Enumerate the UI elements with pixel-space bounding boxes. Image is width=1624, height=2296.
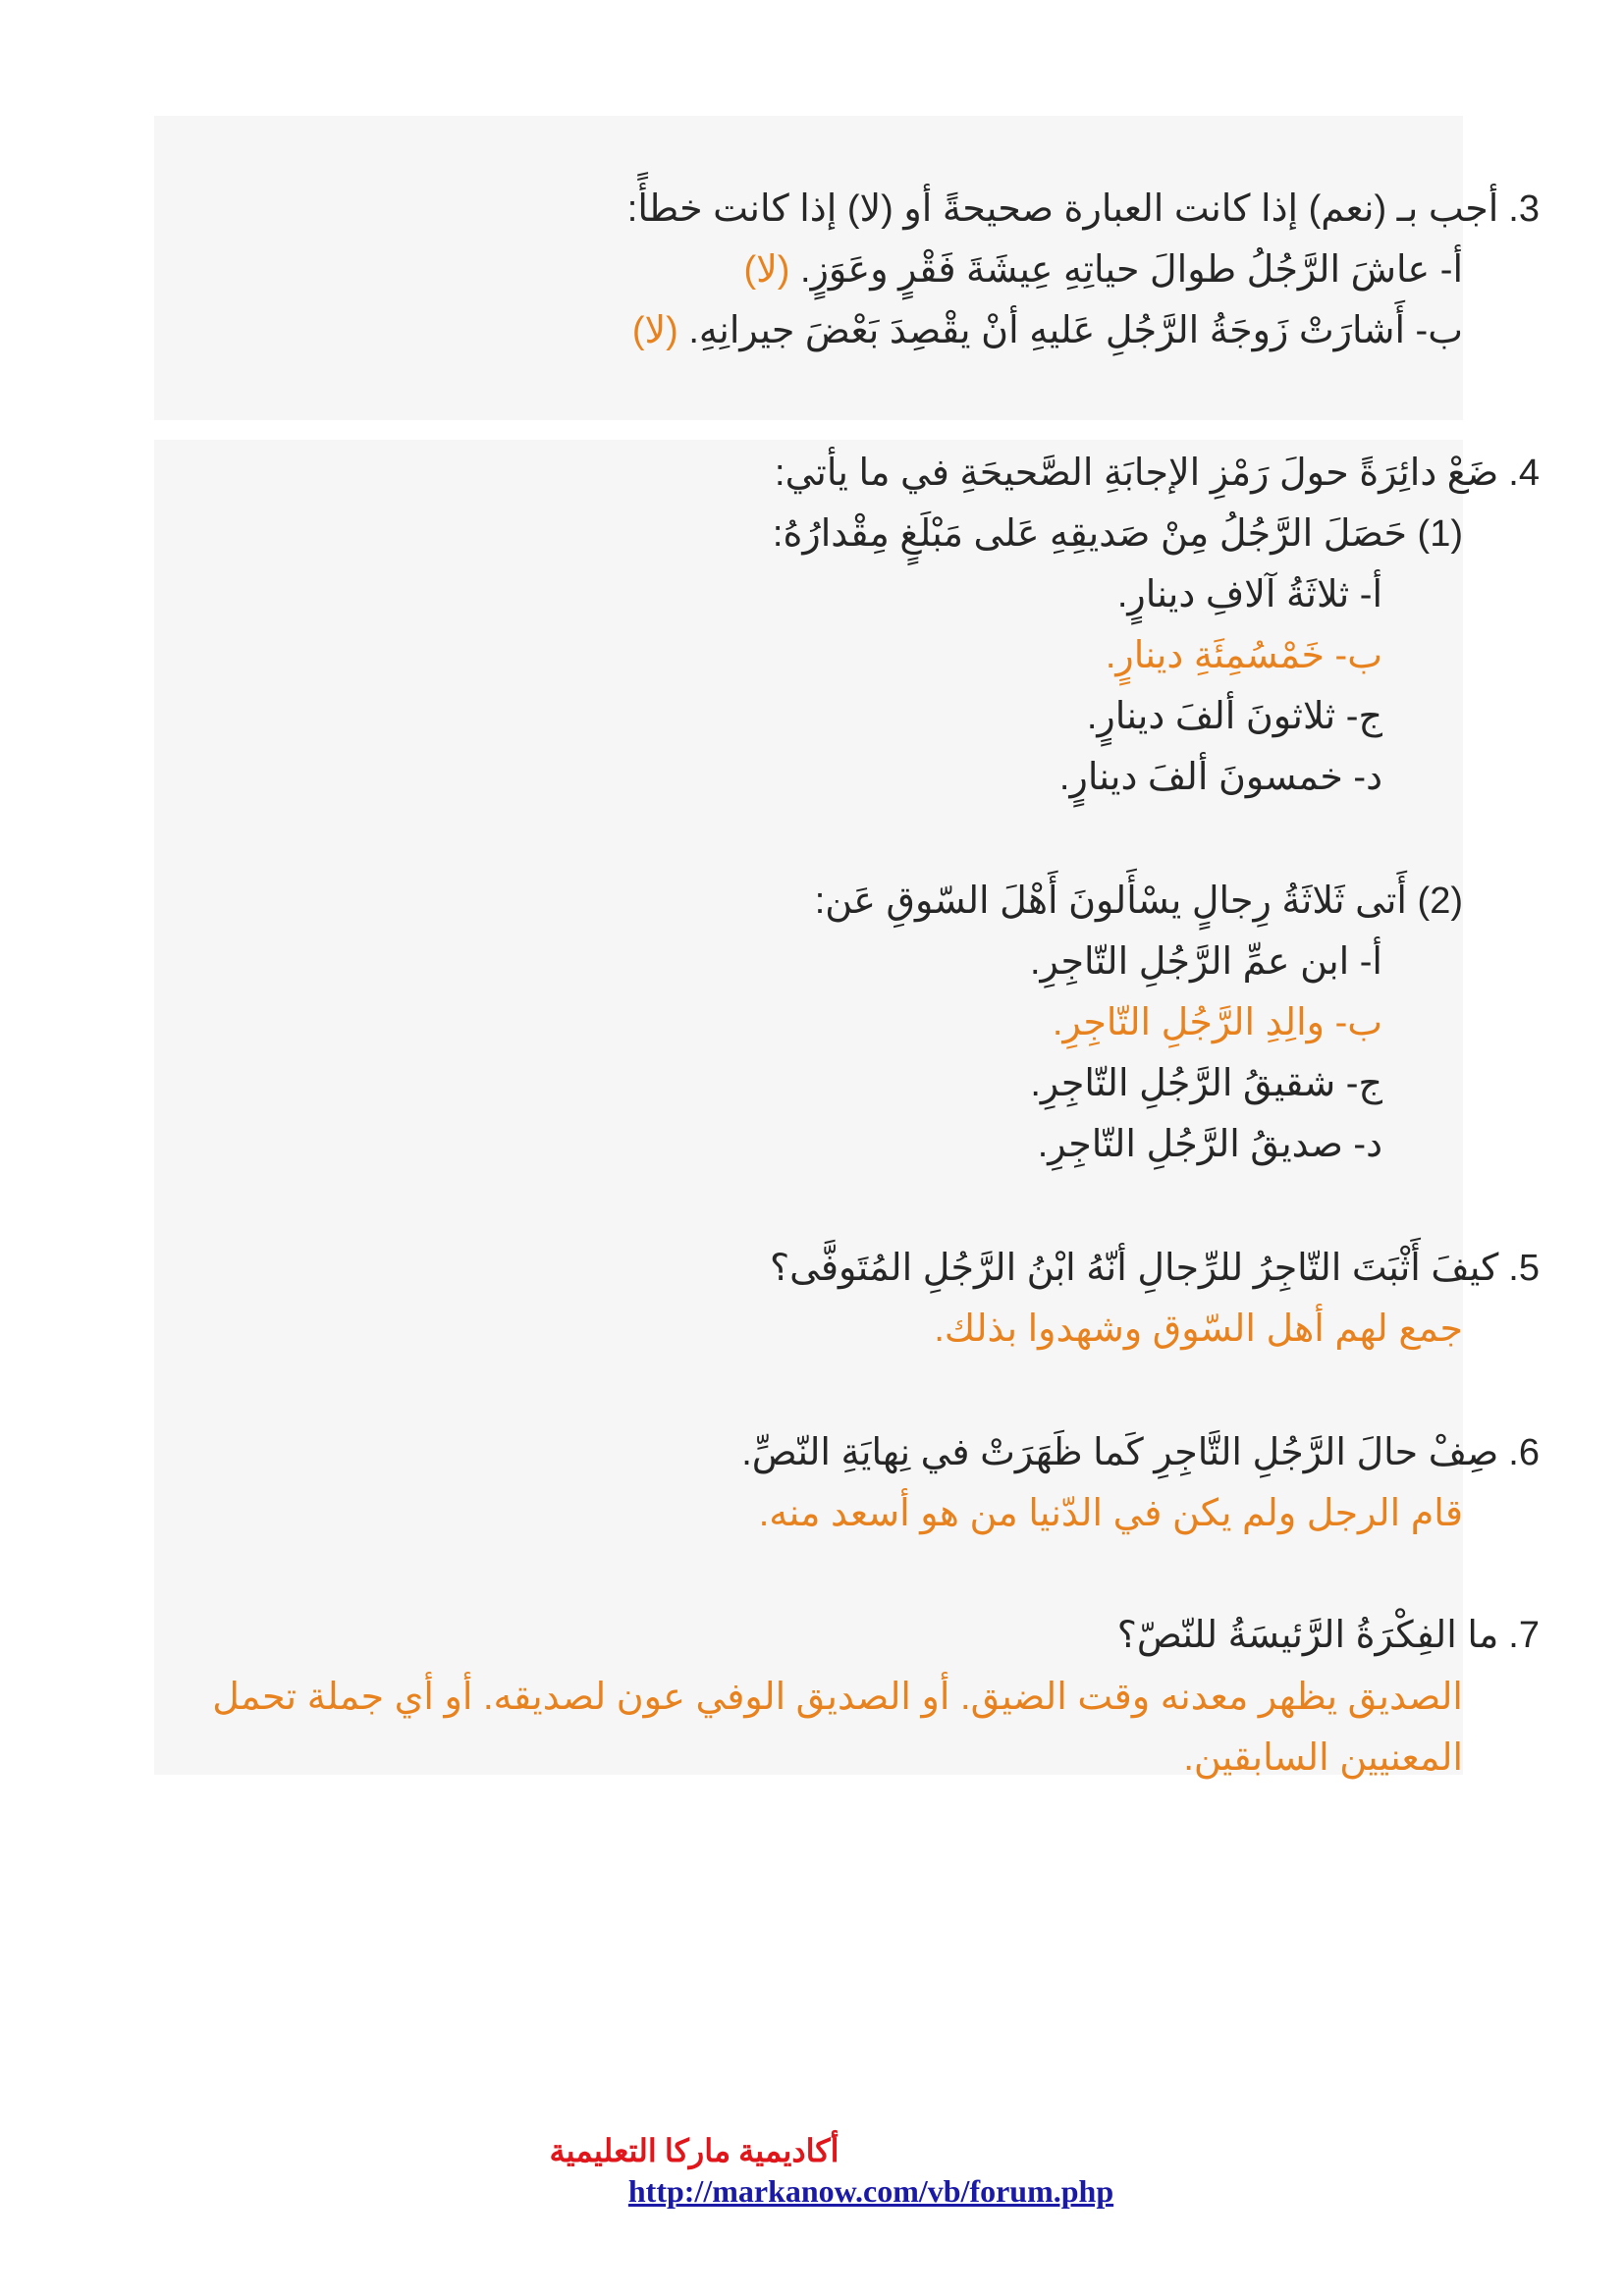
q4-sub2-option-a: أ- ابن عمِّ الرَّجُلِ التّاجِرِ.	[1029, 941, 1382, 983]
q3-item-b	[632, 301, 1463, 360]
q6-answer: قام الرجل ولم يكن في الدّنيا من هو أسعد منه.	[758, 1493, 1463, 1534]
footer-link[interactable]: http://markanow.com/vb/forum.php	[627, 2173, 1114, 2209]
q6-number: .6	[1508, 1432, 1540, 1473]
q4-sub1-option-b: ب- خَمْسُمِئَةِ دينارٍ.	[1105, 635, 1382, 676]
q4-sub1-option-d: د- خمسونَ ألفَ دينارٍ.	[1058, 757, 1382, 798]
q7-answer: الصديق يظهر معدنه وقت الضيق. أو الصديق الوفي عون لصديقه. أو أي جملة تحمل المعنيين السابقين.	[212, 1677, 1463, 1779]
q4-sub1-option-a: أ- ثلاثَةُ آلافِ دينارٍ.	[1116, 574, 1382, 615]
q3-question	[627, 180, 1540, 239]
q4-sub1-stem: (1) حَصَلَ الرَّجُلُ مِنْ صَديقِهِ عَلى مَبْلَغٍ مِقْدارُهُ:	[772, 513, 1463, 555]
q5-question	[770, 1239, 1540, 1298]
q5-answer: جمع لهم أهل السّوق وشهدوا بذلك.	[934, 1308, 1463, 1350]
q3-item-a-answer: (لا)	[743, 249, 790, 291]
q4-number: .4	[1508, 453, 1540, 494]
q4-sub1-option-c: ج- ثلاثونَ ألفَ دينارٍ.	[1086, 696, 1382, 737]
q4-text: ضَعْ دائِرَةً حولَ رَمْزِ الإجابَةِ الصَّحيحَةِ في ما يأتي:	[775, 453, 1499, 494]
q3-item-b-text: ب- أَشارَتْ زَوجَةُ الرَّجُلِ عَليهِ أنْ يقْصِدَ بَعْضَ جيرانِهِ.	[688, 310, 1463, 351]
q4-sub2-stem: (2) أَتى ثَلاثَةُ رِجالٍ يسْأَلونَ أَهْلَ السّوقِ عَن:	[814, 881, 1463, 922]
q3-item-a-text: أ- عاشَ الرَّجُلُ طوالَ حياتِهِ عِيشَةَ فَقْرٍ وعَوَزٍ.	[800, 249, 1463, 291]
q5-text: كيفَ أَثْبَتَ التّاجِرُ للرِّجالِ أنّهُ ابْنُ الرَّجُلِ المُتَوفَّى؟	[769, 1248, 1499, 1289]
q3-item-a	[743, 240, 1463, 299]
q4-sub2-option-b: ب- والِدِ الرَّجُلِ التّاجِرِ.	[1052, 1002, 1382, 1043]
q7-text: ما الفِكْرَةُ الرَّئيسَةُ للنّصّ؟	[1116, 1615, 1499, 1656]
q6-text: صِفْ حالَ الرَّجُلِ التَّاجِرِ كَما ظَهَرَتْ في نِهايَةِ النّصِّ.	[741, 1432, 1499, 1473]
footer-title: أكاديمية ماركا التعليمية	[549, 2133, 839, 2168]
q7-question	[1117, 1606, 1540, 1665]
q6-question	[741, 1423, 1540, 1482]
q4-sub2-option-c: ج- شقيقُ الرَّجُلِ التّاجِرِ.	[1030, 1063, 1382, 1104]
q7-number: .7	[1508, 1615, 1540, 1656]
q4-question	[775, 444, 1540, 503]
q3-text: أجب بـ (نعم) إذا كانت العبارة صحيحةً أو (لا) إذا كانت خطأً:	[626, 188, 1499, 230]
q4-sub2-option-d: د- صديقُ الرَّجُلِ التّاجِرِ.	[1037, 1124, 1382, 1165]
q3-item-b-answer: (لا)	[631, 310, 678, 351]
q3-number: .3	[1508, 188, 1540, 230]
q5-number: .5	[1508, 1248, 1540, 1289]
